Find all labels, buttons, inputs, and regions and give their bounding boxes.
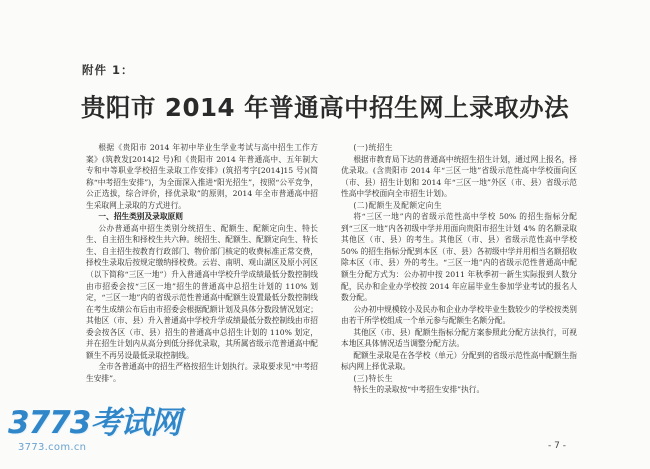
attachment-label: 附件 1： — [82, 63, 134, 77]
body-paragraph: 将“三区一地”内的省级示范性高中学校 50% 的招生指标分配到“三区一地”内各初级中学并用面向贵阳市招生计划 4% 的名额录取其他区（市、县）的考生。其他区（市、县）省级示范性高中学校 50% 的招生指标分配到本区（市、县）各初级中学并用相当名额招收除本区（市、县）外的考生。“三区一地”内的省级示范性普通高中配额生分配方式为：公办初中按 2011 年秋季初一新生实际报到人数分配，民办和企业办学校按 2014 年应届毕业生参加学业考试的报名人数分配。 — [341, 212, 577, 303]
section-heading: 一、招生类别及录取原则 — [98, 212, 183, 222]
left-text-column — [86, 142, 318, 384]
site-watermark-logo — [6, 404, 181, 462]
body-paragraph: 公办普通高中招生类别分统招生、配额生、配额定向生、特长生、自主招生和择校生共六种。统招生、配额生、配额定向生、特长生、自主招生按教育行政部门、物价部门核定的收费标准正常交费，择校生录取后按规定缴纳择校费。云岩、南明、观山湖区及原小河区（以下简称“三区一地”）升入普通高中学校升学成绩最低分数控制线由市招委会按“三区一地”招生的普通高中总招生计划的 110% 划定，“三区一地”内的省级示范性普通高中配额生设置最低分数控制线在考生成绩公布后由市招委会根据配额计划及具体分数段情况划定；其他区（市、县）升入普通高中学校升学成绩最低分数控制线由市招委会按各区（市、县）招生的普通高中总招生计划的 110% 划定，并在招生计划内从高分到低分择优录取，其所属省级示范普通高中配额生不再另设最低录取控制线。 — [86, 223, 318, 360]
body-paragraph: 根据《贵阳市 2014 年初中毕业生学业考试与高中招生工作方案》(筑教发[2014]2 号)和《贵阳市 2014 年普通高中、五年制大专和中等职业学校招生录取工作安排》(筑招考字[2014]15 号)(简称“中考招生安排”)，为全面深入推进“阳光招生”，按照“公平竞争，公正选拔，综合评价，择优录取”的原则，2014 年全市普通高中招生采取网上录取的方式进行。 — [86, 143, 318, 210]
document-title: 贵阳市 2014 年普通高中招生网上录取办法 — [80, 93, 570, 122]
right-text-column — [341, 142, 577, 396]
section-heading: (一)统招生 — [353, 143, 394, 152]
watermark-url-text: 3773.com.cn — [18, 442, 87, 453]
body-paragraph: 特长生的录取按“中考招生安排”执行。 — [353, 385, 485, 395]
body-paragraph: 根据市教育局下达的普通高中统招生招生计划，通过网上报名，择优录取。(含贵阳市 2014 年“三区一地”省级示范性高中学校面向区（市、县）招生计划和 2014 年“三区一地”外区（市、县）省级示范性高中学校面向全市招生计划)。 — [341, 154, 577, 199]
body-paragraph: 公办初中规模较小及民办和企业办学校毕业生数较少的学校按类别由若干所学校组成一个单元参与配额生名额分配。 — [341, 304, 577, 326]
body-paragraph: 其他区（市、县）配额生指标分配方案参照此分配方法执行，可视本地区具体情况适当调整分配方法。 — [341, 327, 577, 349]
body-paragraph: 配额生录取是在各学校（单元）分配到的省级示范性高中配额生指标内网上择优录取。 — [341, 350, 577, 372]
section-heading: (三)特长生 — [353, 373, 394, 383]
body-paragraph: 全市各普通高中的招生严格按招生计划执行。录取要求见“中考招生安排”。 — [86, 362, 318, 383]
page-number: - 7 - — [548, 441, 566, 451]
section-heading: (二)配额生及配额定向生 — [353, 200, 443, 210]
watermark-brand-text: 3773考试网 — [8, 405, 181, 441]
